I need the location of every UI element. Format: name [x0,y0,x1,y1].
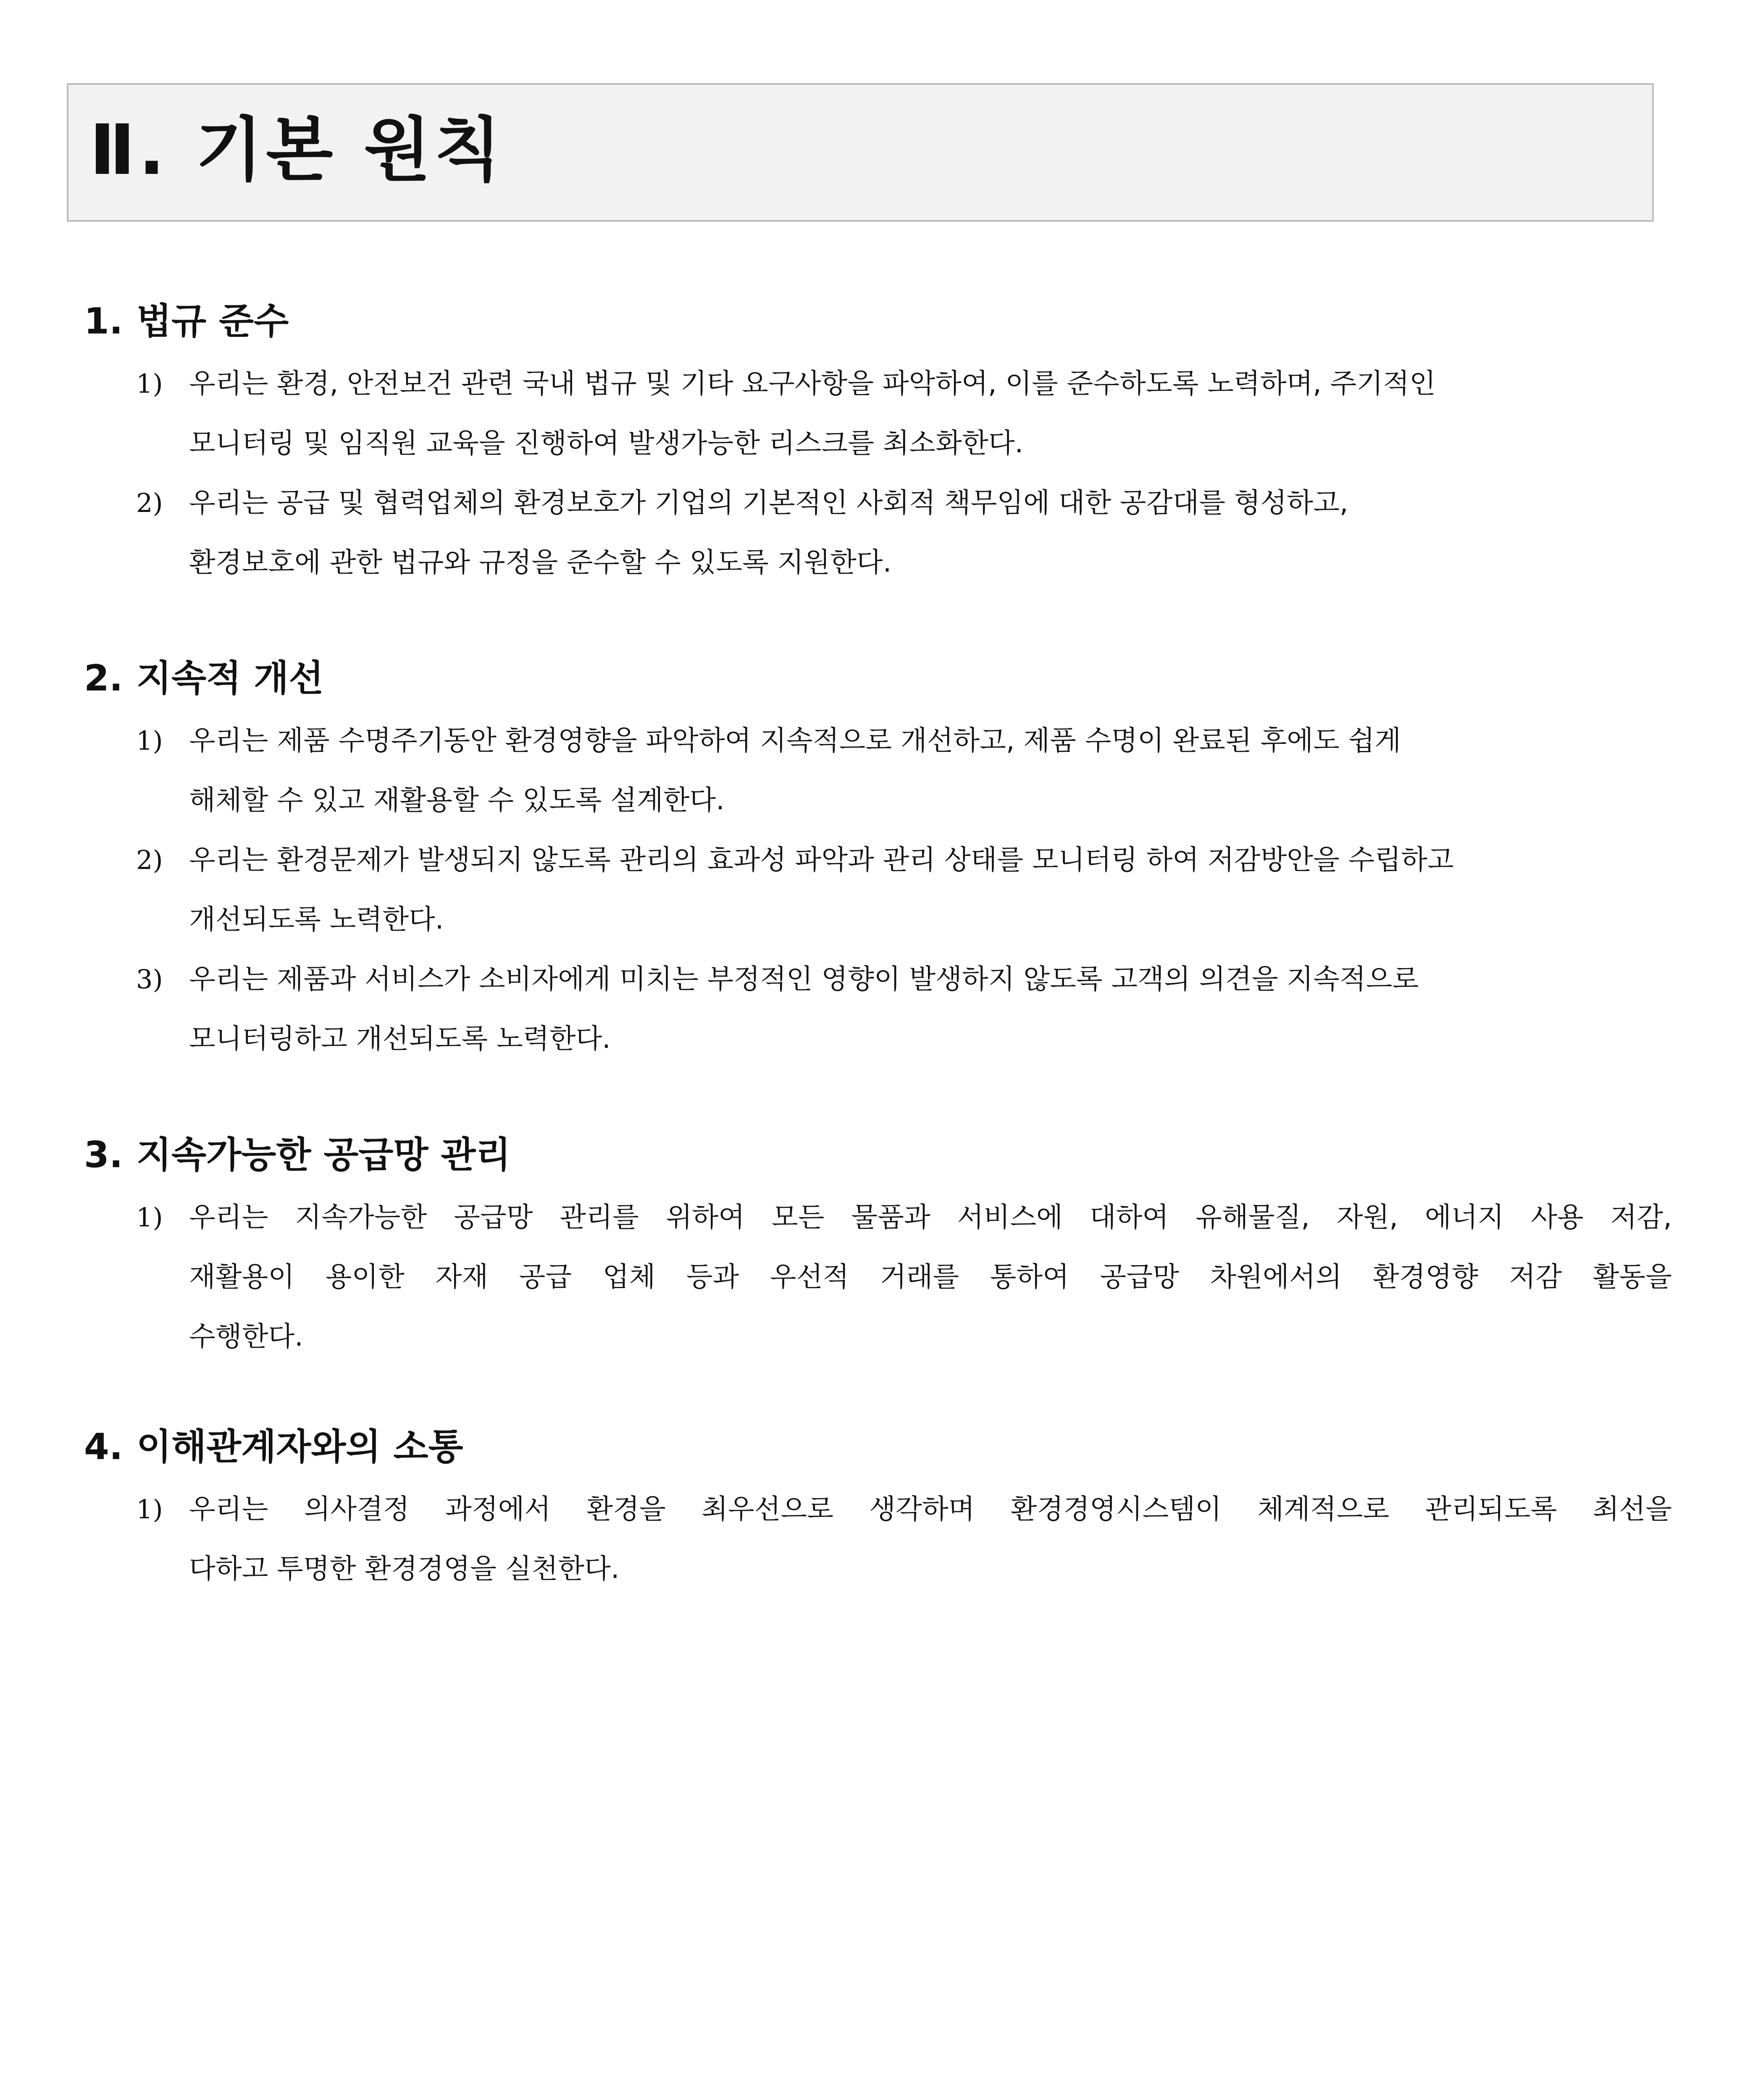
list-item [84,711,1672,830]
section-number: 4. [84,1426,123,1468]
section-heading [84,1422,1672,1472]
item-number: 1) [136,1494,163,1525]
section-title: 이해관계자와의 소통 [137,1426,463,1468]
item-line: 개선되도록 노력한다. [189,904,444,935]
item-line: 우리는 지속가능한 공급망 관리를 위하여 모든 물품과 서비스에 대하여 유해물질, 자원, 에너지 사용 저감, [189,1202,1672,1233]
list-item [84,830,1672,950]
item-line: 우리는 제품 수명주기동안 환경영향을 파악하여 지속적으로 개선하고, 제품 수명이 완료된 후에도 쉽게 [189,725,1401,756]
section-title: 지속적 개선 [137,657,324,699]
title-box [67,83,1654,222]
section-continuous-improvement [84,653,1672,1069]
section-number: 1. [84,300,123,342]
section-supply-chain [84,1130,1672,1367]
list-item [84,354,1672,473]
section-heading [84,653,1672,704]
item-line: 모니터링하고 개선되도록 노력한다. [189,1023,611,1055]
item-number: 2) [136,845,163,875]
list-item [84,950,1672,1069]
item-line: 해체할 수 있고 재활용할 수 있도록 설계한다. [189,785,725,816]
section-stakeholder-communication [84,1422,1672,1599]
item-number: 1) [136,368,163,399]
item-line: 우리는 의사결정 과정에서 환경을 최우선으로 생각하며 환경경영시스템이 체계적으로 관리되도록 최선을 [189,1494,1672,1525]
section-title: 법규 준수 [137,300,289,342]
item-number: 1) [136,1202,163,1233]
section-heading [84,296,1672,346]
item-line: 우리는 환경문제가 발생되지 않도록 관리의 효과성 파악과 관리 상태를 모니터링 하여 저감방안을 수립하고 [189,844,1454,876]
section-title: 지속가능한 공급망 관리 [137,1134,511,1176]
list-item [84,473,1672,593]
item-line: 우리는 제품과 서비스가 소비자에게 미치는 부정적인 영향이 발생하지 않도록 고객의 의견을 지속적으로 [189,963,1419,995]
item-line: 재활용이 용이한 자재 공급 업체 등과 우선적 거래를 통하여 공급망 차원에서의 환경영향 저감 활동을 [189,1261,1672,1293]
page-title: Ⅱ. 기본 원칙 [89,110,505,190]
list-item [84,1188,1672,1367]
section-number: 3. [84,1134,123,1176]
item-number: 2) [136,488,163,518]
list-item [84,1480,1672,1599]
section-number: 2. [84,657,123,699]
item-number: 1) [136,725,163,756]
item-line: 우리는 공급 및 협력업체의 환경보호가 기업의 기본적인 사회적 책무임에 대한 공감대를 형성하고, [189,487,1348,519]
section-heading [84,1130,1672,1180]
item-line: 다하고 투명한 환경경영을 실천한다. [189,1553,620,1585]
item-line: 환경보호에 관한 법규와 규정을 준수할 수 있도록 지원한다. [189,547,892,578]
item-line: 수행한다. [189,1321,303,1352]
item-line: 우리는 환경, 안전보건 관련 국내 법규 및 기타 요구사항을 파악하여, 이를 준수하도록 노력하며, 주기적인 [189,368,1436,399]
section-legal-compliance [84,296,1672,593]
item-line: 모니터링 및 임직원 교육을 진행하여 발생가능한 리스크를 최소화한다. [189,428,1024,459]
item-number: 3) [136,964,163,995]
